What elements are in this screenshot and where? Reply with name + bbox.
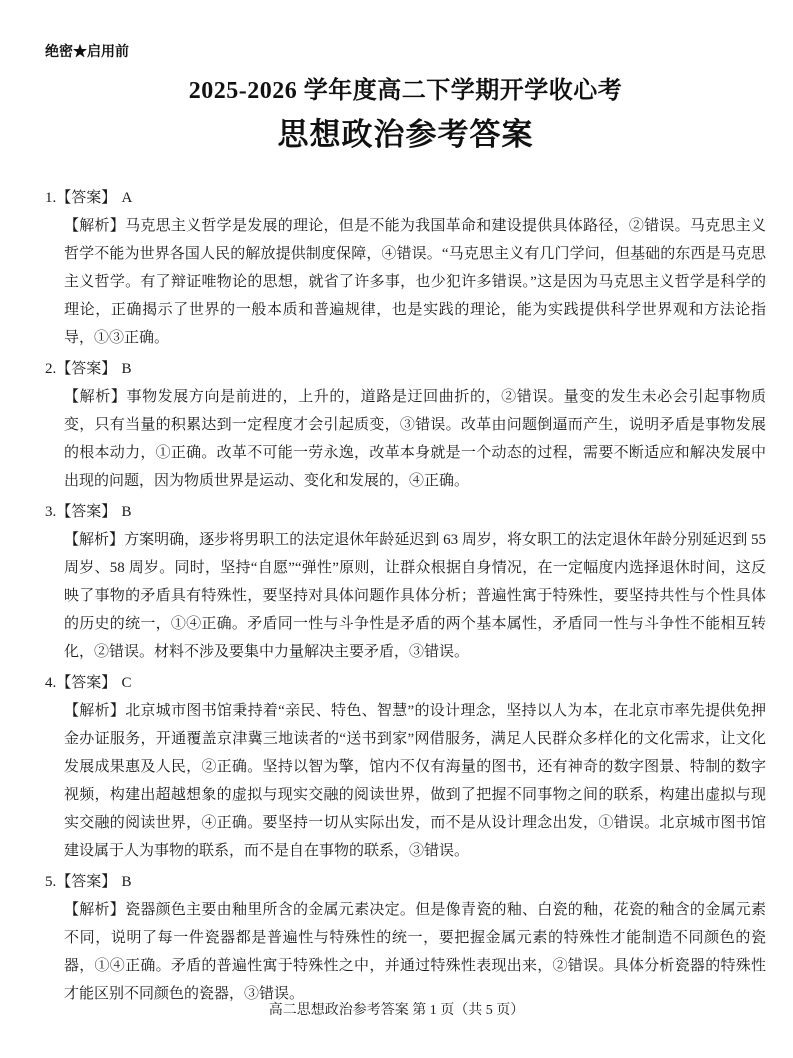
- answer-item-5: [45, 868, 766, 1008]
- answer-line: [45, 184, 766, 212]
- analysis-paragraph: [64, 697, 766, 865]
- answer-item-4: [45, 669, 766, 865]
- analysis-text: 北京城市图书馆秉持着“亲民、特色、智慧”的设计理念，坚持以人为本，在北京市率先提供免押金办证服务，开通覆盖京津冀三地读者的“送书到家”网借服务，满足人民群众多样化的文化需求，让文化发展成果惠及人民，②正确。坚持以智为擎，馆内不仅有海量的图书，还有神奇的数字图景、特制的数字视频，构建出超越想象的虚拟与现实交融的阅读世界，做到了把握不同事物之间的联系，构建出虚拟与现实交融的阅读世界，④正确。要坚持一切从实际出发，而不是从设计理念出发，①错误。北京城市图书馆建设属于人为事物的联系，而不是自在事物的联系，③错误。: [64, 703, 766, 859]
- answers-list: [45, 184, 766, 1008]
- analysis-label: 【解析】: [64, 532, 125, 548]
- analysis-label: 【解析】: [64, 389, 127, 405]
- question-number: 1.: [45, 190, 57, 206]
- analysis-paragraph: [64, 212, 766, 352]
- answer-label: 【答案】: [56, 361, 117, 377]
- analysis-text: 事物发展方向是前进的，上升的，道路是迂回曲折的，②错误。量变的发生未必会引起事物质变，只有当量的积累达到一定程度才会引起质变，③错误。改革由问题倒逼而产生，说明矛盾是事物发展的根本动力，①正确。改革不可能一劳永逸，改革本身就是一个动态的过程，需要不断适应和解决发展中出现的问题，因为物质世界是运动、变化和发展的，④正确。: [64, 389, 766, 489]
- answer-value: B: [121, 504, 132, 520]
- answer-line: [45, 355, 766, 383]
- analysis-label: 【解析】: [64, 218, 126, 234]
- page-footer: 高二思想政治参考答案 第 1 页（共 5 页）: [268, 1003, 525, 1018]
- answer-item-3: [45, 498, 766, 666]
- security-notice: 绝密★启用前: [45, 45, 129, 60]
- analysis-paragraph: [64, 526, 766, 666]
- analysis-paragraph: [64, 383, 766, 495]
- answer-label: 【答案】: [56, 190, 117, 206]
- question-number: 4.: [45, 675, 57, 691]
- analysis-label: 【解析】: [64, 703, 126, 719]
- answer-item-1: [45, 184, 766, 352]
- answer-value: B: [121, 361, 132, 377]
- answer-label: 【答案】: [56, 504, 117, 520]
- answer-item-2: [45, 355, 766, 495]
- analysis-text: 方案明确，逐步将男职工的法定退休年龄延迟到 63 周岁，将女职工的法定退休年龄分别延迟到 55 周岁、58 周岁。同时，坚持“自愿”“弹性”原则，让群众根据自身情况，在一定幅度内选择退休时间，这反映了事物的矛盾具有特殊性，要坚持对具体问题作具体分析；普遍性寓于特殊性，要坚持共性与个性具体的历史的统一，①④正确。矛盾同一性与斗争性是矛盾的两个基本属性，矛盾同一性与斗争性不能相互转化，②错误。材料不涉及要集中力量解决主要矛盾，③错误。: [64, 532, 766, 660]
- question-number: 2.: [45, 361, 57, 377]
- analysis-label: 【解析】: [64, 902, 126, 918]
- question-number: 5.: [45, 874, 57, 890]
- analysis-text: 瓷器颜色主要由釉里所含的金属元素决定。但是像青瓷的釉、白瓷的釉，花瓷的釉含的金属元素不同，说明了每一件瓷器都是普遍性与特殊性的统一，要把握金属元素的特殊性才能制造不同颜色的瓷器，①④正确。矛盾的普遍性寓于特殊性之中，并通过特殊性表现出来，②错误。具体分析瓷器的特殊性才能区别不同颜色的瓷器，③错误。: [64, 902, 766, 1002]
- exam-title: 2025-2026 学年度高二下学期开学收心考: [188, 78, 623, 104]
- answer-value: C: [121, 675, 132, 691]
- answer-value: A: [121, 190, 133, 206]
- answer-line: [45, 868, 766, 896]
- answer-sheet-title: 思想政治参考答案: [277, 117, 534, 152]
- answer-line: [45, 498, 766, 526]
- question-number: 3.: [45, 504, 57, 520]
- analysis-paragraph: [64, 896, 766, 1008]
- analysis-text: 马克思主义哲学是发展的理论，但是不能为我国革命和建设提供具体路径，②错误。马克思主义哲学不能为世界各国人民的解放提供制度保障，④错误。“马克思主义有几门学问，但基础的东西是马克思主义哲学。有了辩证唯物论的思想，就省了许多事，也少犯许多错误。”这是因为马克思主义哲学是科学的理论，正确揭示了世界的一般本质和普遍规律，也是实践的理论，能为实践提供科学世界观和方法论指导，①③正确。: [64, 218, 766, 346]
- answer-line: [45, 669, 766, 697]
- answer-label: 【答案】: [56, 874, 117, 890]
- answer-value: B: [121, 874, 132, 890]
- answer-label: 【答案】: [56, 675, 117, 691]
